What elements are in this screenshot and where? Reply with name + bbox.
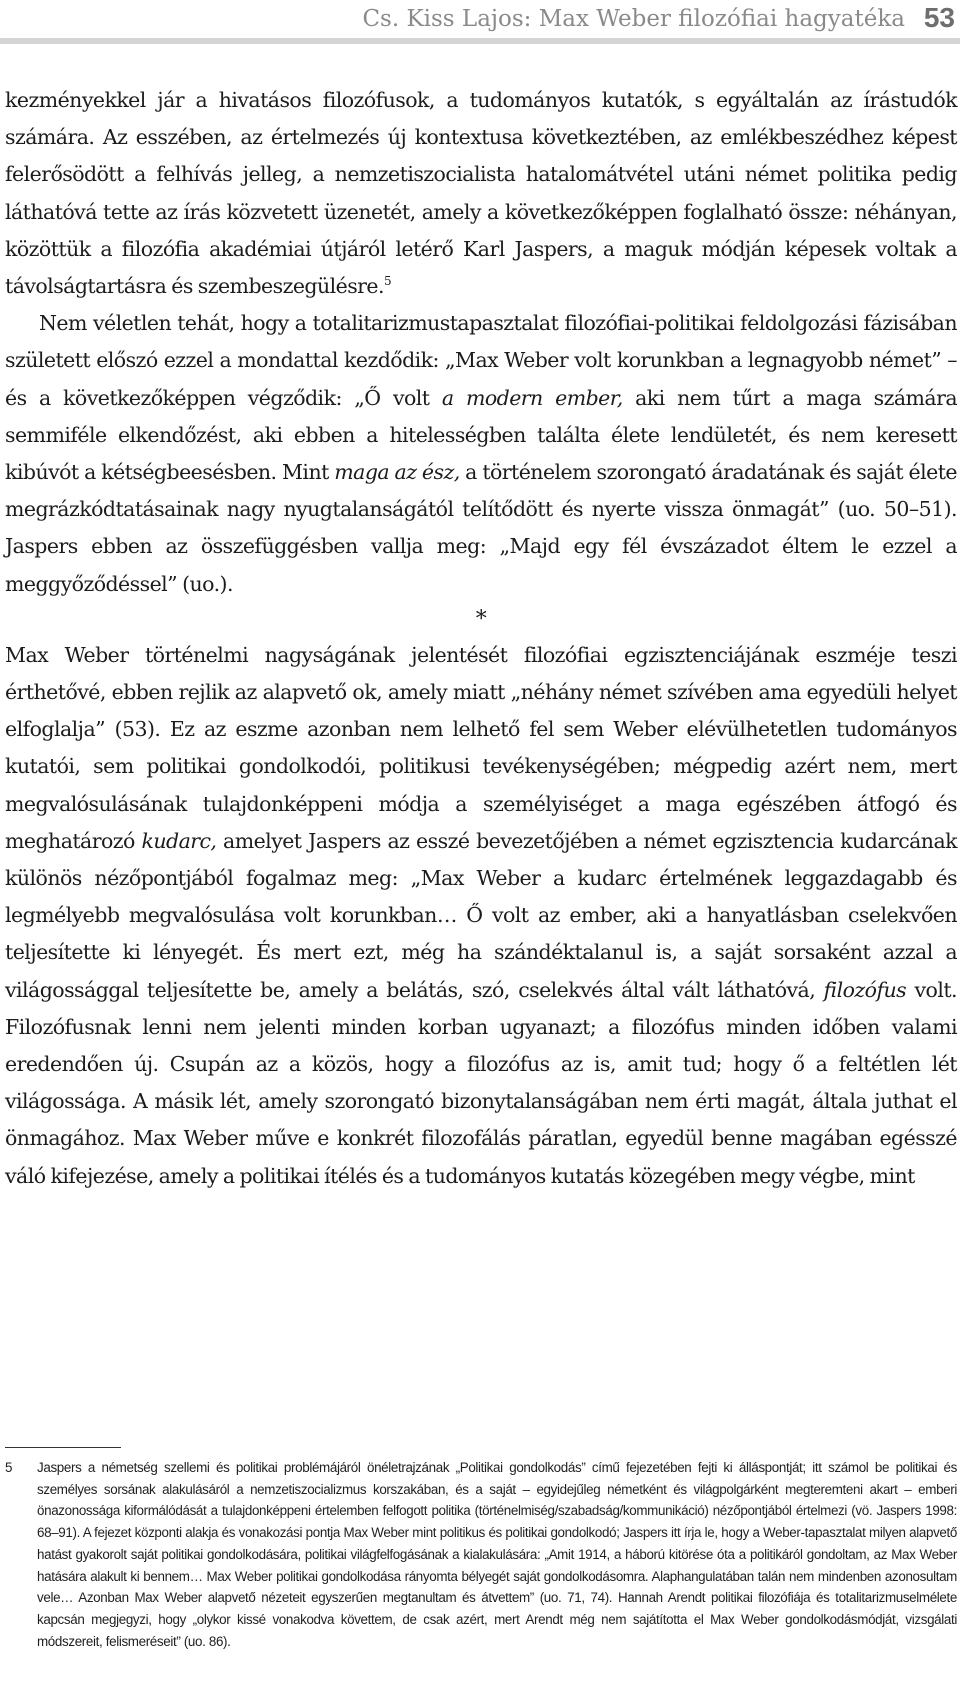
paragraph-text: aki nem tűrt a maga számára semmiféle elkendőzést, aki ebben a hitelességben találta élete lendületét, és nem keresett kibúvót a kétségbeesésben. Mint <box>5 385 958 485</box>
footnote <box>5 1457 957 1652</box>
page-number: 53 <box>923 2 955 33</box>
paragraph-text: Nem véletlen tehát, hogy a totalitarizmustapasztalat filozófiai-politikai feldolgozási fázisában született előszó ezzel a mondattal kezdődik: „Max Weber volt korunkban a legnagyobb német” – és a következőképpen végződik: „Ő volt <box>5 311 957 410</box>
footnote-reference: 5 <box>383 274 392 289</box>
paragraph-text: amelyet Jaspers az esszé bevezetőjében a német egzisztencia kudarcának különös nézőpontjából fogalmaz meg: „Max Weber a kudarc értelmének leggazdagabb és legmélyebb megvalósulása volt korunkban… Ő volt az ember, aki a hanyatlásban cselekvően teljesítette ki lényegét. És mert ezt, még ha szándéktalanul is, a saját sorsaként azzal a világossággal teljesítette be, amely a belátás, szó, cselekvés által vált láthatóvá, <box>5 828 957 1002</box>
running-header <box>0 0 960 44</box>
paragraph-text: volt. Filozófusnak lenni nem jelenti minden korban ugyanazt; a filozófus minden időben valami eredendően új. Csupán az a közös, hogy a filozófus az is, amit tud; hogy ő a feltétlen lét világossága. A másik lét, amely szorongató bizonytalanságában nem érti magát, általa juthat el önmagához. Max Weber műve e konkrét filozofálás páratlan, egyedül benne magában egésszé váló kifejezése, amely a politikai ítélés és a tudományos kutatás közegében megy végbe, mint <box>5 977 957 1188</box>
emphasis: filozófus <box>823 977 907 1002</box>
emphasis: maga az ész, <box>334 460 460 485</box>
main-text <box>5 82 957 1195</box>
paragraph <box>5 305 957 603</box>
paragraph <box>5 637 957 1195</box>
emphasis: a modern ember, <box>441 385 623 410</box>
footnote-rule <box>5 1447 121 1448</box>
paragraph <box>5 82 957 305</box>
running-title: Cs. Kiss Lajos: Max Weber filozófiai hagyatéka <box>362 6 905 32</box>
footnote-text: Jaspers a németség szellemi és politikai problémájáról önéletrajzának „Politikai gondolkodás” című fejezetében fejti ki álláspontját; itt számol be politikai és személyes sorsának alakulásáról a nemzetiszocializmus korszakában, és a saját – egyidejűleg németként és világpolgárként megteremteni akart – emberi önazonossága kiformálódását a tulajdonképpeni értelemben felfogott politika (történelmiség/szabadság/kommunikáció) nézőpontjából értelmezi (vö. Jaspers 1998: 68–91). A fejezet központi alakja és vonakozási pontja Max Weber mint politikus és politikai gondolkodó; Jaspers itt írja le, hogy a Weber-tapasztalat milyen alapvető hatást gyakorolt saját politikai gondolkodására, politikai világfelfogásának a kialakulására: „Amit 1914, a háború kitörése óta a politikáról gondoltam, az Max Weber hatására alakult ki bennem… Max Weber politikai gondolkodása rányomta bélyegét saját gondolkodásomra. Alaphangulatában talán nem mindenben azonosultam vele… Azonban Max Weber alapvető nézeteit egyszerűen megtanultam és átvettem” (uo. 71, 74). Hannah Arendt politikai filozófiája és totalitarizmuselmélete kapcsán megjegyzi, hogy „olykor kissé vonakodva követtem, de csak azért, mert Arendt még nem sajátította el Max Weber gondolkodásmódját, vizsgálati módszereit, felismeréseit” (uo. 86). <box>37 1460 957 1649</box>
section-separator: * <box>475 606 487 632</box>
footnote-number: 5 <box>5 1460 13 1475</box>
paragraph-text: Max Weber történelmi nagyságának jelentését filozófiai egzisztenciájának eszméje teszi érthetővé, ebben rejlik az alapvető ok, amely miatt „néhány német szívében ama egyedüli helyet elfoglalja” (53). Ez az eszme azonban nem lelhető fel sem Weber elévülhetetlen tudományos kutatói, sem politikai gondolkodói, politikusi tevékenységében; mégpedig azért nem, mert megvalósulásának tulajdonképpeni módja a személyiséget a maga egészében átfogó és meghatározó <box>5 642 957 853</box>
paragraph-text: a történelem szorongató áradatának és saját élete megrázkódtatásainak nagy nyugtalanságától telítődött és nyerte vissza önmagát” (uo. 50–51). Jaspers ebben az összefüggésben vallja meg: „Majd egy fél évszázadot éltem le ezzel a meggyőződéssel” (uo.). <box>5 460 957 596</box>
paragraph-text: kezményekkel jár a hivatásos filozófusok, a tudományos kutatók, s egyáltalán az írástudók számára. Az esszében, az értelmezés új kontextusa következtében, az emlékbeszédhez képest felerősödött a felhívás jelleg, a nemzetiszocialista hatalomátvétel utáni német politika pedig láthatóvá tette az írás közvetett üzenetét, amely a következőképpen foglalható össze: néhányan, közöttük a filozófia akadémiai útjáról letérő Karl Jaspers, a maguk módján képesek voltak a távolságtartásra és szembeszegülésre. <box>5 88 957 299</box>
header-rule <box>0 38 960 44</box>
emphasis: kudarc, <box>141 828 217 853</box>
